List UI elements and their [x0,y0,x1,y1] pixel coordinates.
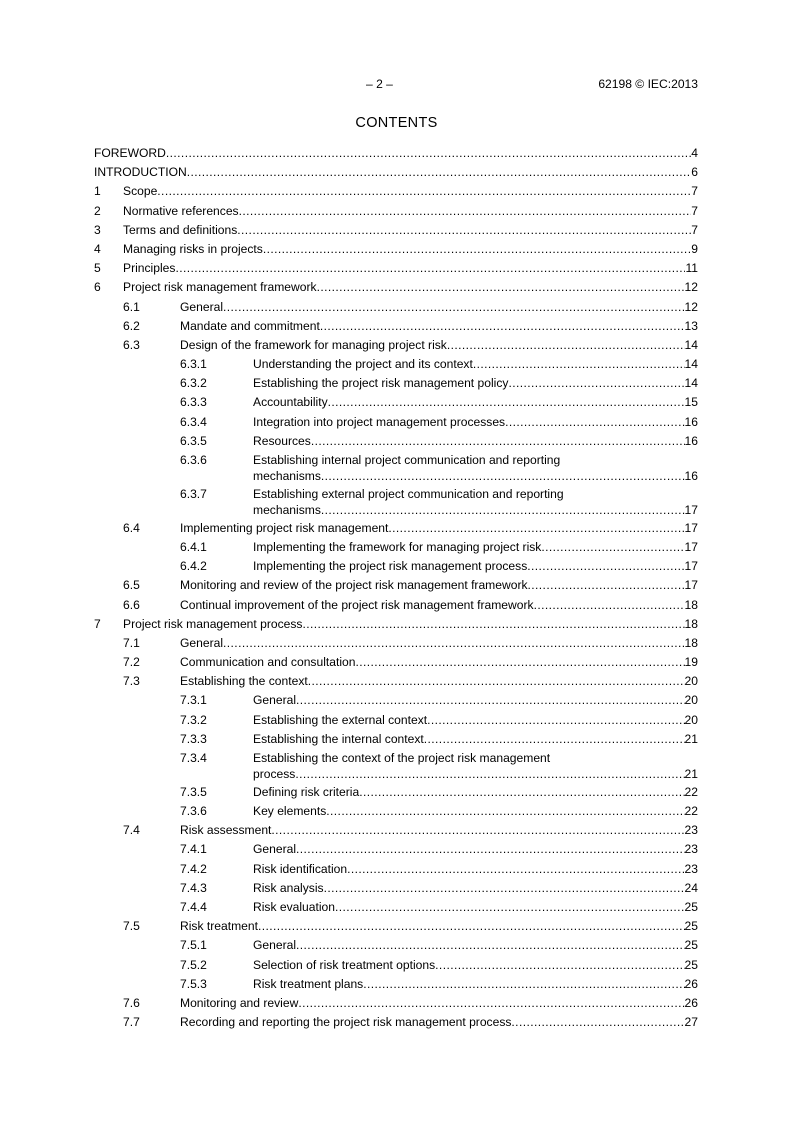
toc-entry-page: 14 [684,337,698,352]
toc-entry-number: 6.3.7 [180,486,207,501]
toc-entry-number: 7.3 [123,674,140,689]
toc-entry-page: 20 [684,693,698,708]
toc-entry-number: 6.3.4 [180,414,207,429]
toc-entry-title: INTRODUCTION [94,165,187,180]
toc-entry-page: 25 [684,900,698,915]
toc-entry-page: 15 [684,395,698,410]
toc-leader-dots [296,692,685,708]
toc-leader-dots [258,918,685,934]
toc-entry-title: Defining risk criteria [253,784,360,799]
toc-entry-title: Communication and consultation [180,655,356,670]
toc-entry-title: Key elements [253,804,327,819]
toc-entry[interactable] [94,240,698,259]
toc-entry-title-continued: mechanisms [253,502,321,517]
toc-entry[interactable] [94,615,698,634]
toc-leader-dots [511,1014,684,1030]
toc-entry-page: 22 [684,784,698,799]
toc-entry-number: 7.5.1 [180,938,207,953]
toc-entry-title: Establishing external project communication and reporting [253,486,564,501]
toc-leader-dots [295,766,684,782]
table-of-contents [94,144,698,1032]
toc-entry[interactable] [94,783,698,802]
toc-entry-page: 19 [684,655,698,670]
toc-leader-dots [505,414,684,430]
toc-leader-dots [237,222,691,238]
toc-entry[interactable] [94,413,698,432]
toc-entry-page: 17 [684,539,698,554]
toc-entry[interactable] [94,975,698,994]
toc-entry-title: Implementing project risk management [180,520,389,535]
toc-entry[interactable] [94,749,698,783]
toc-leader-dots [166,145,691,161]
toc-leader-dots [175,260,685,276]
toc-entry[interactable] [94,336,698,355]
toc-entry-number: 3 [94,222,101,237]
page-number: – 2 – [366,77,393,91]
toc-entry-title: Monitoring and review [180,995,299,1010]
toc-leader-dots [527,558,684,574]
toc-entry-number: 6.3 [123,337,140,352]
toc-entry-title: Accountability [253,395,328,410]
toc-leader-dots [302,616,684,632]
toc-entry[interactable] [94,576,698,595]
toc-leader-dots [271,822,684,838]
toc-leader-dots [326,803,684,819]
toc-entry[interactable] [94,1013,698,1032]
toc-entry[interactable] [94,317,698,336]
toc-entry[interactable] [94,144,698,163]
toc-entry-title: Implementing the project risk management process [253,559,528,574]
toc-entry-number: 7.6 [123,995,140,1010]
toc-entry-page: 16 [684,433,698,448]
toc-entry-page: 14 [684,357,698,372]
toc-entry-number: 7.4.1 [180,842,207,857]
toc-entry-number: 6.4 [123,520,140,535]
toc-leader-dots [359,784,684,800]
toc-leader-dots [534,597,685,613]
toc-entry[interactable] [94,278,698,297]
toc-entry-title: Selection of risk treatment options [253,957,436,972]
toc-leader-dots [311,433,685,449]
toc-entry-number: 7.4.2 [180,861,207,876]
toc-entry-title: Design of the framework for managing project risk [180,337,447,352]
toc-leader-dots [541,539,684,555]
toc-leader-dots [298,995,684,1011]
toc-entry-page: 17 [684,559,698,574]
toc-entry-number: 6.2 [123,318,140,333]
toc-leader-dots [263,241,691,257]
toc-entry-page: 23 [684,842,698,857]
document-id: 62198 © IEC:2013 [598,77,698,91]
toc-entry[interactable] [94,821,698,840]
toc-entry-number: 7.3.1 [180,693,207,708]
toc-entry-title: Managing risks in projects [123,241,263,256]
toc-leader-dots [317,279,685,295]
toc-entry-number: 7.7 [123,1015,140,1030]
toc-entry-title: Risk treatment plans [253,976,364,991]
toc-entry[interactable] [94,355,698,374]
toc-entry[interactable] [94,163,698,182]
toc-entry-number: 7.3.6 [180,804,207,819]
toc-entry[interactable] [94,672,698,691]
toc-entry-title: Integration into project management processes [253,414,506,429]
toc-entry-title: Risk identification [253,861,348,876]
toc-entry-title: Terms and definitions [123,222,238,237]
toc-entry-title: General [253,693,297,708]
toc-entry-title: Principles [123,261,176,276]
toc-entry[interactable] [94,840,698,859]
toc-entry-title: Scope [123,184,158,199]
contents-title: CONTENTS [355,115,438,131]
toc-entry[interactable] [94,202,698,221]
toc-entry-number: 6 [94,280,101,295]
toc-entry-title: General [253,938,297,953]
toc-leader-dots [223,299,685,315]
toc-leader-dots [320,318,685,334]
toc-entry-title: Establishing the context of the project risk management [253,751,551,766]
toc-entry-title: Risk evaluation [253,900,336,915]
toc-entry-number: 1 [94,184,101,199]
toc-entry-number: 7 [94,616,101,631]
toc-entry-number: 7.5 [123,919,140,934]
toc-entry-page: 16 [684,469,698,483]
toc-entry[interactable] [94,691,698,710]
toc-entry-page: 6 [691,165,698,180]
toc-entry-number: 6.6 [123,597,140,612]
toc-entry-title: Project risk management process [123,616,303,631]
toc-entry[interactable] [94,634,698,653]
toc-entry-number: 5 [94,261,101,276]
toc-leader-dots [308,673,685,689]
toc-leader-dots [296,841,685,857]
toc-entry-title-continued: mechanisms [253,469,321,483]
toc-entry[interactable] [94,802,698,821]
toc-entry[interactable] [94,221,698,240]
toc-entry-page: 11 [685,261,698,276]
toc-entry-page: 25 [684,938,698,953]
toc-entry-number: 7.4.3 [180,880,207,895]
toc-leader-dots [239,203,692,219]
toc-entry[interactable] [94,653,698,672]
toc-leader-dots [223,635,685,651]
toc-entry-number: 6.4.1 [180,539,207,554]
toc-entry-page: 14 [684,376,698,391]
toc-entry[interactable] [94,451,698,485]
toc-leader-dots [447,337,685,353]
toc-entry-page: 17 [684,502,698,517]
toc-entry[interactable] [94,259,698,278]
toc-entry-title: Monitoring and review of the project risk management framework [180,578,528,593]
toc-leader-dots [435,957,684,973]
toc-entry-number: 2 [94,203,101,218]
toc-entry-page: 12 [684,299,698,314]
toc-leader-dots [328,394,685,410]
toc-entry-number: 6.4.2 [180,559,207,574]
toc-entry-title: FOREWORD [94,146,166,160]
toc-entry-page: 13 [684,318,698,333]
toc-entry[interactable] [94,898,698,917]
toc-entry-title: General [253,842,297,857]
toc-leader-dots [388,520,684,536]
toc-entry-title: Establishing internal project communication and reporting [253,453,561,467]
toc-entry-page: 17 [684,520,698,535]
toc-entry-title: General [180,299,224,314]
toc-entry-title: Understanding the project and its context [253,357,473,372]
toc-entry[interactable] [94,879,698,898]
toc-leader-dots [187,164,692,180]
toc-entry-page: 18 [684,635,698,650]
toc-leader-dots [347,861,684,877]
toc-entry[interactable] [94,538,698,557]
toc-entry[interactable] [94,432,698,451]
toc-entry[interactable] [94,860,698,879]
toc-entry[interactable] [94,519,698,538]
toc-entry-number: 7.3.5 [180,784,207,799]
toc-entry-page: 23 [684,823,698,838]
toc-entry-number: 6.5 [123,578,140,593]
toc-leader-dots [508,375,684,391]
toc-leader-dots [324,880,685,896]
toc-entry-number: 7.3.3 [180,731,207,746]
toc-entry-number: 6.3.6 [180,453,207,467]
toc-entry-page: 7 [691,184,698,199]
toc-entry-page: 7 [691,203,698,218]
toc-entry-page: 18 [684,597,698,612]
toc-entry[interactable] [94,485,698,519]
toc-entry-title: Establishing the context [180,674,308,689]
toc-entry-title: General [180,635,224,650]
toc-entry[interactable] [94,917,698,936]
toc-entry-number: 7.3.2 [180,712,207,727]
toc-leader-dots [321,468,685,484]
page-header [0,77,793,93]
toc-entry-title: Recording and reporting the project risk management process [180,1015,512,1030]
toc-entry[interactable] [94,557,698,576]
toc-entry-title: Mandate and commitment [180,318,320,333]
toc-entry-title: Risk analysis [253,880,324,895]
toc-entry-number: 6.3.3 [180,395,207,410]
toc-entry-title: Implementing the framework for managing project risk [253,539,542,554]
toc-entry-page: 4 [691,146,698,160]
toc-entry-page: 26 [684,976,698,991]
toc-entry-title: Resources [253,433,311,448]
toc-entry[interactable] [94,730,698,749]
toc-leader-dots [157,183,691,199]
toc-entry-title: Project risk management framework [123,280,317,295]
toc-entry[interactable] [94,393,698,412]
toc-entry-number: 7.2 [123,655,140,670]
toc-entry-title: Normative references [123,203,239,218]
toc-entry-number: 6.1 [123,299,140,314]
toc-entry-number: 7.3.4 [180,751,207,766]
toc-entry-number: 7.1 [123,635,140,650]
toc-entry-title: Risk treatment [180,919,258,934]
toc-entry-number: 7.4.4 [180,900,207,915]
toc-entry-title: Establishing the project risk management policy [253,376,509,391]
toc-entry-page: 16 [684,414,698,429]
toc-leader-dots [355,654,684,670]
toc-leader-dots [321,502,685,518]
toc-entry[interactable] [94,298,698,317]
toc-entry-title: Risk assessment [180,823,272,838]
toc-entry-number: 7.5.2 [180,957,207,972]
toc-entry-page: 27 [684,1015,698,1030]
toc-entry-page: 25 [684,919,698,934]
toc-leader-dots [528,577,685,593]
toc-leader-dots [473,356,685,372]
toc-entry[interactable] [94,711,698,730]
toc-entry[interactable] [94,596,698,615]
toc-entry[interactable] [94,374,698,393]
toc-entry-page: 20 [684,674,698,689]
toc-entry-page: 9 [691,241,698,256]
toc-entry-page: 21 [684,731,698,746]
toc-entry-title-continued: process [253,767,296,782]
toc-entry-page: 24 [684,880,698,895]
toc-entry-number: 6.3.2 [180,376,207,391]
toc-entry-page: 12 [684,280,698,295]
toc-entry-page: 26 [684,995,698,1010]
toc-leader-dots [424,731,685,747]
toc-entry-page: 22 [684,804,698,819]
toc-entry-page: 23 [684,861,698,876]
toc-entry-page: 20 [684,712,698,727]
toc-entry-number: 6.3.5 [180,433,207,448]
toc-entry-number: 7.4 [123,823,140,838]
toc-entry-title: Establishing the external context [253,712,428,727]
toc-leader-dots [363,976,684,992]
toc-entry-page: 7 [691,222,698,237]
toc-leader-dots [335,899,685,915]
toc-entry-title: Establishing the internal context [253,731,424,746]
toc-entry[interactable] [94,182,698,201]
toc-entry[interactable] [94,956,698,975]
toc-entry-page: 21 [684,767,698,782]
toc-entry-number: 6.3.1 [180,357,207,372]
toc-leader-dots [427,712,684,728]
toc-entry-title: Continual improvement of the project risk management framework [180,597,534,612]
toc-entry-page: 18 [684,616,698,631]
toc-entry-number: 7.5.3 [180,976,207,991]
toc-entry-number: 4 [94,241,101,256]
toc-entry-page: 25 [684,957,698,972]
toc-entry[interactable] [94,936,698,955]
toc-entry-page: 17 [684,578,698,593]
toc-entry[interactable] [94,994,698,1013]
toc-leader-dots [296,937,685,953]
